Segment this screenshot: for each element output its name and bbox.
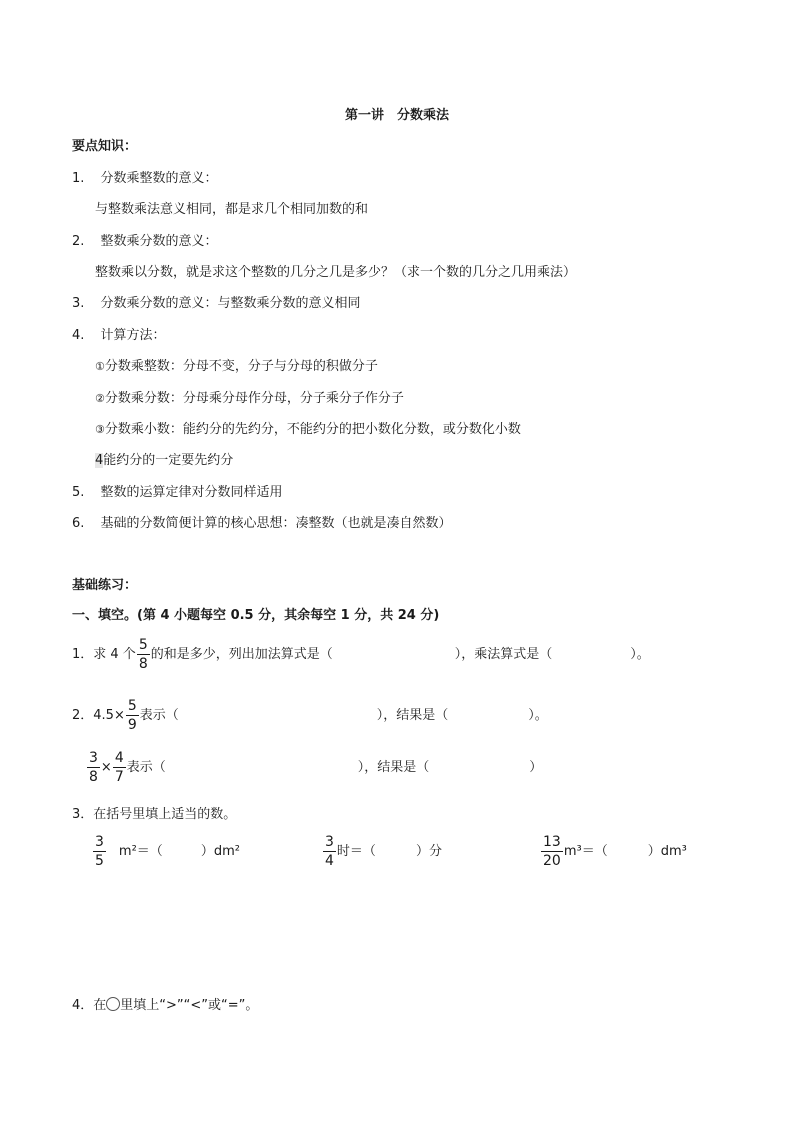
method-text: 分数乘小数：能约分的先约分，不能约分的把小数化分数，或分数化小数 (104, 422, 521, 437)
numerator: 3 (89, 750, 98, 766)
q1-mid2: ），乘法算式是（ (454, 647, 553, 662)
fraction (126, 699, 139, 732)
q2-mid2: ），结果是（ (376, 708, 449, 723)
unit-right: ）dm³ (647, 844, 687, 859)
item-text: 分数乘分数的意义：与整数乘分数的意义相同 (100, 296, 361, 311)
method-text: 分数乘分数：分母乘分母作分母，分子乘分子作分子 (104, 391, 404, 406)
question-1 (72, 638, 650, 671)
question-3: 3．在括号里填上适当的数。 (72, 807, 237, 822)
knowledge-item-2 (72, 230, 218, 249)
q3-item-b (322, 835, 442, 868)
fraction (323, 835, 336, 868)
knowledge-item-5 (72, 481, 283, 500)
method-text: 分数乘整数：分母不变，分子与分母的积做分子 (104, 359, 378, 374)
method-4 (95, 449, 233, 468)
item-number: 4. (72, 328, 85, 343)
q1-end: ）。 (630, 647, 650, 662)
fraction (113, 751, 126, 784)
method-text: 能约分的一定要先约分 (103, 453, 234, 468)
knowledge-item-1 (72, 167, 218, 186)
fraction (137, 638, 150, 671)
numerator: 13 (543, 834, 561, 850)
question-2 (72, 699, 548, 732)
method-marker: ② (95, 392, 105, 405)
denominator: 8 (138, 656, 148, 672)
numerator: 3 (325, 834, 334, 850)
q3-item-a (92, 835, 240, 868)
unit-right: ）分 (415, 844, 442, 859)
q2-end: ）。 (528, 708, 548, 723)
q2b-mid: 表示（ (126, 760, 166, 775)
denominator: 5 (95, 853, 104, 869)
question-4 (72, 994, 258, 1013)
item-text: 计算方法： (100, 328, 166, 343)
numerator: 3 (95, 834, 104, 850)
fraction (87, 751, 100, 784)
item-text: 分数乘整数的意义： (100, 171, 218, 186)
method-marker: 4 (95, 453, 104, 468)
question-2b (86, 751, 542, 784)
fraction (93, 835, 106, 868)
denominator: 9 (127, 717, 137, 733)
unit-right: ）dm² (200, 844, 240, 859)
fraction (541, 835, 563, 868)
page-title: 第一讲 分数乘法 (344, 108, 449, 123)
item-text: 整数的运算定律对分数同样适用 (100, 485, 283, 500)
unit-left: 时＝（ (336, 844, 376, 859)
numerator: 5 (127, 698, 137, 714)
knowledge-item-2-detail: 整数乘以分数，就是求这个整数的几分之几是多少？（求一个数的几分之几用乘法） (95, 265, 577, 280)
q2-mid: 表示（ (139, 708, 179, 723)
times-sign: × (100, 760, 112, 775)
method-2 (95, 387, 404, 406)
q2-prefix: 2．4.5× (72, 708, 125, 723)
item-number: 5. (72, 485, 85, 500)
method-1 (95, 355, 378, 374)
q1-mid: 的和是多少，列出加法算式是（ (150, 647, 333, 662)
knowledge-item-6 (72, 512, 452, 531)
circle-icon (106, 997, 120, 1011)
knowledge-item-4 (72, 324, 166, 343)
section-knowledge-heading: 要点知识： (72, 139, 138, 154)
q3-item-c (540, 835, 687, 868)
part1-heading: 一、填空。(第 4 小题每空 0.5 分，其余每空 1 分，共 24 分) (72, 608, 440, 623)
unit-left: m²＝（ (118, 844, 163, 859)
method-marker: ③ (95, 423, 105, 436)
denominator: 20 (543, 853, 561, 869)
section-practice-heading: 基础练习： (72, 578, 138, 593)
denominator: 8 (89, 769, 98, 785)
item-text: 基础的分数简便计算的核心思想：凑整数（也就是凑自然数） (100, 516, 452, 531)
item-number: 3. (72, 296, 85, 311)
q1-prefix: 1．求 4 个 (72, 647, 136, 662)
q2b-end: ） (529, 760, 543, 775)
q4-suffix: 里填上“>”“<”或“=”。 (120, 998, 259, 1013)
numerator: 4 (114, 750, 124, 766)
unit-left: m³＝（ (563, 844, 608, 859)
method-marker: ① (95, 360, 105, 373)
denominator: 4 (325, 853, 334, 869)
q4-prefix: 4．在 (72, 998, 107, 1013)
item-number: 6. (72, 516, 85, 531)
numerator: 5 (138, 637, 148, 653)
item-text: 整数乘分数的意义： (100, 234, 218, 249)
knowledge-item-3 (72, 292, 361, 311)
denominator: 7 (114, 769, 124, 785)
item-number: 2. (72, 234, 85, 249)
item-number: 1. (72, 171, 85, 186)
q2b-mid2: ），结果是（ (357, 760, 430, 775)
method-3 (95, 418, 521, 437)
knowledge-item-1-detail: 与整数乘法意义相同，都是求几个相同加数的和 (95, 202, 369, 217)
